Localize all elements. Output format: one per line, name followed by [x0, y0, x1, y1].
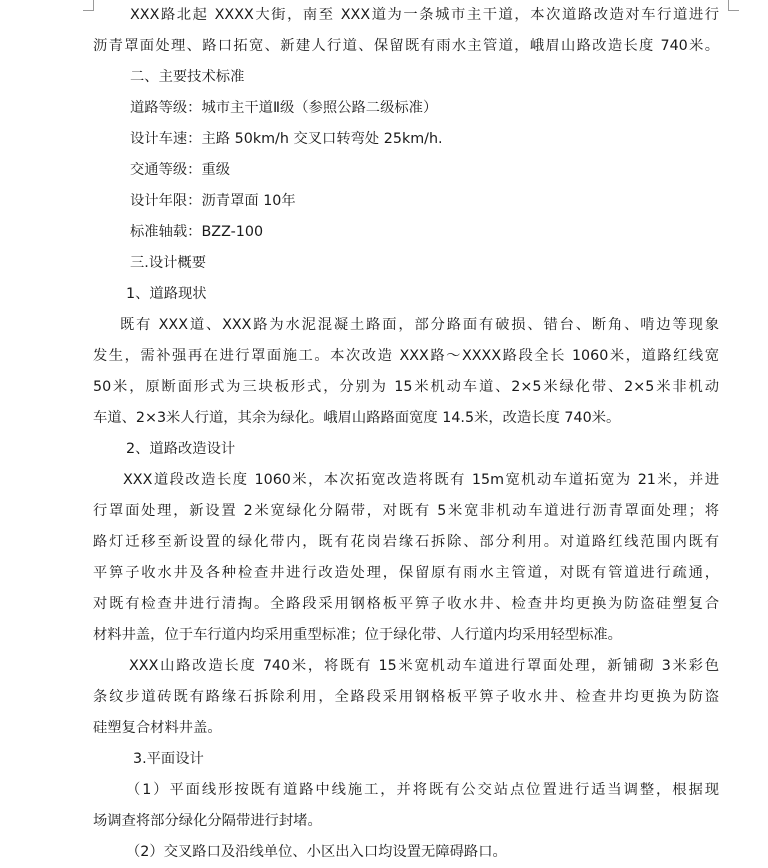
paragraph-line: 材料井盖，位于车行道内均采用重型标准；位于绿化带、人行道内均采用轻型标准。: [93, 627, 622, 643]
paragraph-line: （1）平面线形按既有道路中线施工，并将既有公交站点位置进行适当调整，根据现: [126, 782, 719, 798]
spec-line: 标准轴载：BZZ-100: [130, 224, 264, 240]
paragraph-line: XXX路北起 XXXX大街，南至 XXX道为一条城市主干道，本次道路改造对车行道进行: [130, 7, 719, 23]
subsection-heading: 3.平面设计: [133, 751, 204, 767]
subsection-heading: 2、道路改造设计: [126, 441, 236, 457]
paragraph-line: 既有 XXX道、XXX路为水泥混凝土路面，部分路面有破损、错台、断角、啃边等现象: [120, 317, 719, 333]
paragraph-line: XXX道段改造长度 1060米，本次拓宽改造将既有 15m宽机动车道拓宽为 21米，并进: [123, 472, 719, 488]
section-heading: 三.设计概要: [130, 255, 207, 271]
paragraph-line: 场调查将部分绿化分隔带进行封堵。: [93, 813, 322, 829]
subsection-heading: 1、道路现状: [126, 286, 207, 302]
paragraph-line: 50米，原断面形式为三块板形式，分别为 15米机动车道、2×5米绿化带、2×5米非机动: [93, 379, 719, 395]
page-corner-mark-left: [83, 0, 94, 11]
paragraph-line: 硅塑复合材料井盖。: [93, 720, 222, 736]
paragraph-line: XXX山路改造长度 740米，将既有 15米宽机动车道进行罩面处理，新铺砌 3米彩色: [129, 658, 719, 674]
paragraph-line: 路灯迁移至新设置的绿化带内，既有花岗岩缘石拆除、部分利用。对道路红线范围内既有: [93, 534, 719, 550]
paragraph-line: 行罩面处理，新设置 2米宽绿化分隔带，对既有 5米宽非机动车道进行沥青罩面处理；将: [93, 503, 719, 519]
spec-line: 交通等级：重级: [130, 162, 231, 178]
section-heading: 二、主要技术标准: [130, 69, 245, 85]
paragraph-line: （2）交叉路口及沿线单位、小区出入口均设置无障碍路口。: [126, 844, 507, 860]
paragraph-line: 平箅子收水井及各种检查井进行改造处理，保留原有雨水主管道，对既有管道进行疏通，: [93, 565, 719, 581]
spec-line: 设计年限：沥青罩面 10年: [130, 193, 296, 209]
paragraph-line: 对既有检查井进行清掏。全路段采用钢格板平箅子收水井、检查井均更换为防盗硅塑复合: [93, 596, 719, 612]
paragraph-line: 发生，需补强再在进行罩面施工。本次改造 XXX路～XXXX路段全长 1060米，道路红线宽: [93, 348, 719, 364]
page-corner-mark-right: [728, 0, 739, 11]
spec-line: 设计车速：主路 50km/h 交叉口转弯处 25km/h.: [130, 131, 443, 147]
paragraph-line: 沥青罩面处理、路口拓宽、新建人行道、保留既有雨水主管道，峨眉山路改造长度 740米。: [93, 38, 719, 54]
paragraph-line: 车道、2×3米人行道，其余为绿化。峨眉山路路面宽度 14.5米，改造长度 740米。: [93, 410, 621, 426]
paragraph-line: 条纹步道砖既有路缘石拆除利用，全路段采用钢格板平箅子收水井、检查井均更换为防盗: [93, 689, 719, 705]
spec-line: 道路等级：城市主干道Ⅱ级（参照公路二级标准）: [130, 100, 438, 116]
